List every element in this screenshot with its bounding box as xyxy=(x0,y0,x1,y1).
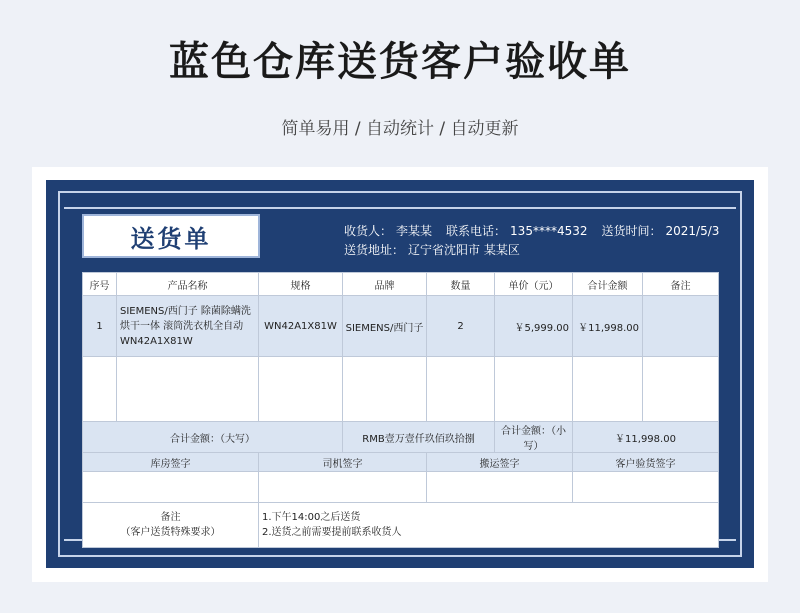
date-label: 送货时间： xyxy=(601,224,662,238)
table-row-empty xyxy=(83,357,719,422)
sign-warehouse-field[interactable] xyxy=(83,472,259,503)
remark-label-cell xyxy=(83,503,259,548)
cell-brand: SIEMENS/西门子 xyxy=(343,296,427,357)
date-value: 2021/5/3 xyxy=(665,224,720,238)
table-header-row xyxy=(83,273,719,296)
sum-upper-label: 合计金额：（大写） xyxy=(83,422,343,453)
cell-note xyxy=(643,296,719,357)
col-header-name: 产品名称 xyxy=(117,273,259,296)
sign-porter-field[interactable] xyxy=(427,472,573,503)
phone-value: 135****4532 xyxy=(510,224,588,238)
receiver-label: 收货人： xyxy=(344,224,393,238)
col-header-total: 合计金额 xyxy=(573,273,643,296)
delivery-table xyxy=(82,272,719,548)
receiver-info xyxy=(344,222,723,239)
col-header-brand: 品牌 xyxy=(343,273,427,296)
phone-label: 联系电话： xyxy=(446,224,507,238)
remark-content xyxy=(259,503,719,548)
col-header-price: 单价（元） xyxy=(495,273,573,296)
remark-label: 备注 xyxy=(160,512,181,523)
cell-price: ￥5,999.00 xyxy=(495,296,573,357)
sign-customer-field[interactable] xyxy=(573,472,719,503)
sum-row xyxy=(83,422,719,453)
sign-porter-label: 搬运签字 xyxy=(427,453,573,472)
cell-spec: WN42A1X81W xyxy=(259,296,343,357)
remark-line-1: 1.下午14:00之后送货 xyxy=(262,512,361,523)
remark-line-2: 2.送货之前需要提前联系收货人 xyxy=(262,527,402,538)
inner-frame-top xyxy=(64,207,736,209)
page-title: 蓝色仓库送货客户验收单 xyxy=(169,39,631,85)
sum-lower-label: 合计金额：（小写） xyxy=(495,422,573,453)
address-label: 送货地址： xyxy=(344,243,405,257)
sign-customer-label: 客户验货签字 xyxy=(573,453,719,472)
address-info xyxy=(344,241,524,258)
cell-no: 1 xyxy=(83,296,117,357)
cell-total: ￥11,998.00 xyxy=(573,296,643,357)
table-row xyxy=(83,296,719,357)
delivery-note-heading: 送货单 xyxy=(82,214,260,258)
sign-driver-label: 司机签字 xyxy=(259,453,427,472)
col-header-qty: 数量 xyxy=(427,273,495,296)
address-value: 辽宁省沈阳市 某某区 xyxy=(408,243,520,257)
col-header-note: 备注 xyxy=(643,273,719,296)
col-header-spec: 规格 xyxy=(259,273,343,296)
cell-name: SIEMENS/西门子 除菌除螨洗烘干一体 滚筒洗衣机全自动WN42A1X81W xyxy=(117,296,259,357)
cell-qty: 2 xyxy=(427,296,495,357)
sign-driver-field[interactable] xyxy=(259,472,427,503)
signature-field-row xyxy=(83,472,719,503)
sum-lower-value: ￥11,998.00 xyxy=(573,422,719,453)
receiver-value: 李某某 xyxy=(396,224,433,238)
sum-upper-value: RMB壹万壹仟玖佰玖拾捌 xyxy=(343,422,495,453)
sign-warehouse-label: 库房签字 xyxy=(83,453,259,472)
remark-row xyxy=(83,503,719,548)
page-subtitle: 简单易用 / 自动统计 / 自动更新 xyxy=(281,119,519,139)
remark-sublabel: （客户送货特殊要求） xyxy=(120,527,221,538)
col-header-no: 序号 xyxy=(83,273,117,296)
signature-label-row xyxy=(83,453,719,472)
